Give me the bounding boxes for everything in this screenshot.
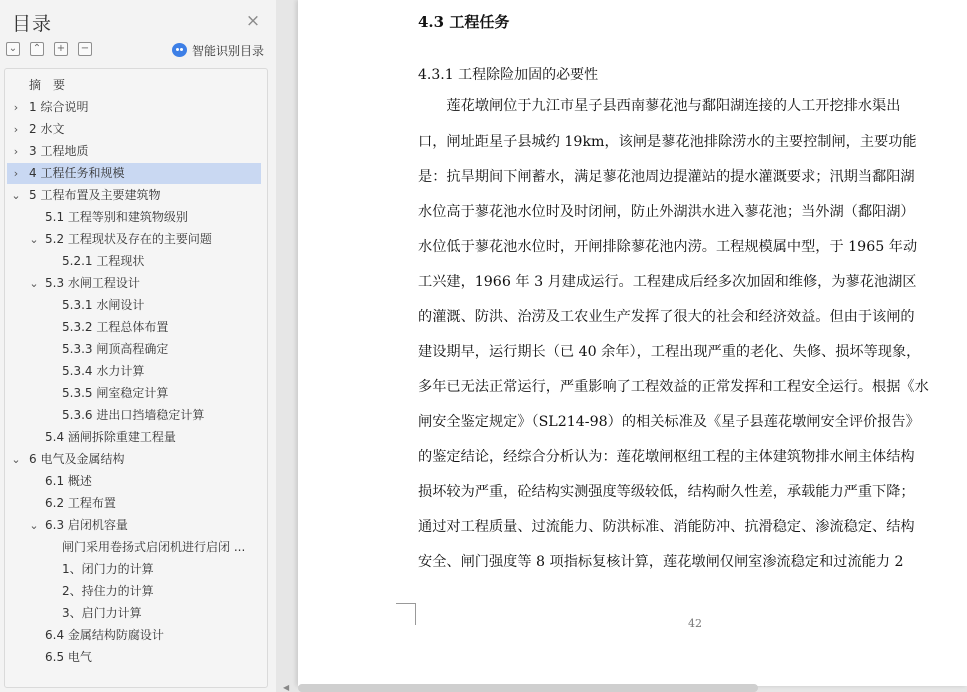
toc-item-label: 5.3.5 闸室稳定计算 bbox=[62, 386, 169, 400]
toc-item-label: 2、持住力的计算 bbox=[62, 584, 154, 598]
horizontal-scrollbar[interactable] bbox=[298, 684, 758, 692]
toc-item-6-3-gate[interactable] bbox=[7, 537, 261, 558]
chevron-right-icon[interactable]: › bbox=[13, 101, 19, 114]
toc-item-label: 6 电气及金属结构 bbox=[29, 452, 125, 466]
toc-item-4[interactable] bbox=[7, 163, 261, 184]
toc-item-5-4[interactable] bbox=[7, 427, 261, 448]
chevron-right-icon[interactable]: › bbox=[13, 167, 19, 180]
toc-item-5-3-2[interactable] bbox=[7, 317, 261, 338]
toc-item-5-3-4[interactable] bbox=[7, 361, 261, 382]
body-line: 口，闸址距星子县城约 19km，该闸是蓼花池排除涝水的主要控制闸，主要功能 bbox=[418, 134, 917, 150]
body-line: 的鉴定结论，经综合分析认为：莲花墩闸枢纽工程的主体建筑物排水闸主体结构 bbox=[418, 449, 915, 465]
body-line: 损坏较为严重，砼结构实测强度等级较低，结构耐久性差，承载能力严重下降； bbox=[418, 484, 915, 500]
toc-item-6-3-2[interactable] bbox=[7, 581, 261, 602]
toc-item-1[interactable] bbox=[7, 97, 261, 118]
toc-item-label: 5.2 工程现状及存在的主要问题 bbox=[45, 232, 212, 246]
toc-item-6-5[interactable] bbox=[7, 647, 261, 668]
add-heading-icon[interactable]: + bbox=[54, 42, 68, 56]
toc-item-label: 1 综合说明 bbox=[29, 100, 89, 114]
toc-item-6-3-1[interactable] bbox=[7, 559, 261, 580]
expand-all-icon[interactable]: ⌄ bbox=[6, 42, 20, 56]
toc-item-label: 1、闭门力的计算 bbox=[62, 562, 154, 576]
toc-item-label: 4 工程任务和规模 bbox=[29, 166, 125, 180]
toc-panel bbox=[0, 0, 276, 692]
body-line: 安全、闸门强度等 8 项指标复核计算，莲花墩闸仅闸室渗流稳定和过流能力 2 bbox=[418, 554, 904, 570]
toc-item-label: 3 工程地质 bbox=[29, 144, 89, 158]
chevron-right-icon[interactable]: › bbox=[13, 123, 19, 136]
toc-item-label: 5.3.4 水力计算 bbox=[62, 364, 145, 378]
toc-item-label: 6.2 工程布置 bbox=[45, 496, 116, 510]
document-page[interactable] bbox=[298, 0, 967, 686]
toc-item-6-2[interactable] bbox=[7, 493, 261, 514]
body-line: 是：抗旱期间下闸蓄水，满足蓼花池周边提灌站的提水灌溉要求；汛期当鄱阳湖 bbox=[418, 169, 915, 185]
close-icon[interactable]: × bbox=[245, 11, 261, 31]
toc-item-3[interactable] bbox=[7, 141, 261, 162]
toc-item-5-3-6[interactable] bbox=[7, 405, 261, 426]
toc-item-label: 6.4 金属结构防腐设计 bbox=[45, 628, 164, 642]
toc-item-label: 2 水文 bbox=[29, 122, 65, 136]
toc-item-5-3-5[interactable] bbox=[7, 383, 261, 404]
ai-toc-button[interactable] bbox=[172, 41, 264, 59]
collapse-all-icon[interactable]: ⌃ bbox=[30, 42, 44, 56]
toc-item-5-1[interactable] bbox=[7, 207, 261, 228]
body-line: 建设期早，运行期长（已 40 余年），工程出现严重的老化、失修、损坏等现象， bbox=[418, 344, 921, 360]
toc-item-label: 3、启门力计算 bbox=[62, 606, 142, 620]
toc-item-label: 5.3.2 工程总体布置 bbox=[62, 320, 169, 334]
body-line: 的灌溉、防洪、治涝及工农业生产发挥了很大的社会和经济效益。但由于该闸的 bbox=[418, 309, 915, 325]
toc-item-label: 5.3 水闸工程设计 bbox=[45, 276, 140, 290]
toc-title: 目录 bbox=[12, 13, 53, 35]
page-number: 42 bbox=[688, 617, 702, 630]
chevron-down-icon[interactable]: ⌄ bbox=[11, 453, 21, 466]
toc-item-label: 5 工程布置及主要建筑物 bbox=[29, 188, 161, 202]
toc-item-label: 5.1 工程等别和建筑物级别 bbox=[45, 210, 188, 224]
ai-assistant-icon bbox=[172, 43, 187, 57]
toc-item-label: 5.3.3 闸顶高程确定 bbox=[62, 342, 169, 356]
body-line: 闸安全鉴定规定》（SL214-98）的相关标准及《星子县莲花墩闸安全评价报告》 bbox=[418, 414, 920, 430]
scroll-left-icon[interactable]: ◀ bbox=[283, 683, 290, 692]
toc-item-2[interactable] bbox=[7, 119, 261, 140]
body-line: 水位高于蓼花池水位时及时闭闸，防止外湖洪水进入蓼花池；当外湖（鄱阳湖） bbox=[418, 204, 915, 220]
toc-item-label: 6.5 电气 bbox=[45, 650, 92, 664]
toc-item-label: 5.2.1 工程现状 bbox=[62, 254, 145, 268]
page-margin-corner-mark bbox=[396, 603, 416, 625]
toc-item-5-3-3[interactable] bbox=[7, 339, 261, 360]
chevron-down-icon[interactable]: ⌄ bbox=[11, 189, 21, 202]
toc-item-label: 闸门采用卷扬式启闭机进行启闭 ... bbox=[62, 540, 246, 554]
chevron-right-icon[interactable]: › bbox=[13, 145, 19, 158]
toc-item-6-3[interactable] bbox=[7, 515, 261, 536]
chevron-down-icon[interactable]: ⌄ bbox=[29, 277, 39, 290]
body-line: 工兴建，1966 年 3 月建成运行。工程建成后经多次加固和维修，为蓼花池湖区 bbox=[418, 274, 917, 290]
toc-item-6-3-3[interactable] bbox=[7, 603, 261, 624]
toc-item-6-4[interactable] bbox=[7, 625, 261, 646]
toc-item-5-2[interactable] bbox=[7, 229, 261, 250]
toc-item-6[interactable] bbox=[7, 449, 261, 470]
body-line: 莲花墩闸位于九江市星子县西南蓼花池与鄱阳湖连接的人工开挖排水渠出 bbox=[418, 98, 901, 114]
chevron-down-icon[interactable]: ⌄ bbox=[29, 519, 39, 532]
ai-toc-label: 智能识别目录 bbox=[192, 43, 265, 58]
toc-item-5-3[interactable] bbox=[7, 273, 261, 294]
body-line: 多年已无法正常运行，严重影响了工程效益的正常发挥和工程安全运行。根据《水 bbox=[418, 379, 929, 395]
body-line: 通过对工程质量、过流能力、防洪标准、消能防冲、抗滑稳定、渗流稳定、结构 bbox=[418, 519, 915, 535]
body-line: 水位低于蓼花池水位时，开闸排除蓼花池内涝。工程规模属中型，于 1965 年动 bbox=[418, 239, 918, 255]
toc-item-5[interactable] bbox=[7, 185, 261, 206]
toc-item-label: 摘 要 bbox=[29, 78, 66, 92]
sub-heading: 4.3.1 工程除险加固的必要性 bbox=[418, 67, 599, 83]
toc-item-label: 6.3 启闭机容量 bbox=[45, 518, 128, 532]
toc-item-5-3-1[interactable] bbox=[7, 295, 261, 316]
toc-item-label: 5.4 涵闸拆除重建工程量 bbox=[45, 430, 176, 444]
toc-item-label: 5.3.6 进出口挡墙稳定计算 bbox=[62, 408, 205, 422]
toc-item-6-1[interactable] bbox=[7, 471, 261, 492]
remove-heading-icon[interactable]: − bbox=[78, 42, 92, 56]
toc-item-abstract[interactable] bbox=[7, 75, 261, 96]
toc-item-label: 6.1 概述 bbox=[45, 474, 92, 488]
toc-item-label: 5.3.1 水闸设计 bbox=[62, 298, 145, 312]
chevron-down-icon[interactable]: ⌄ bbox=[29, 233, 39, 246]
section-heading: 4.3 工程任务 bbox=[418, 13, 510, 31]
toc-list bbox=[4, 68, 268, 688]
toc-item-5-2-1[interactable] bbox=[7, 251, 261, 272]
